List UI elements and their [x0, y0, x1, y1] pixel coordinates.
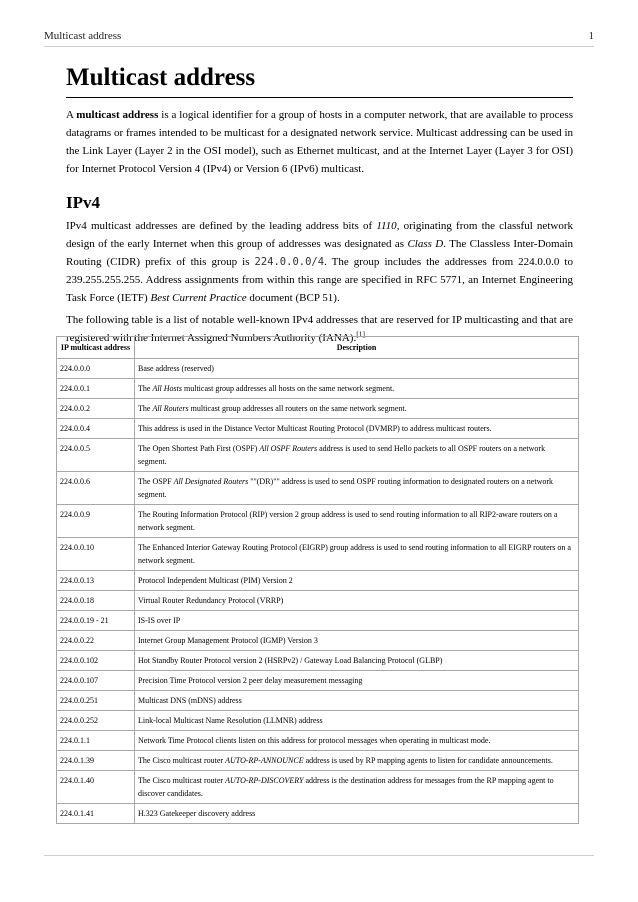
text-run: All OSPF Routers	[259, 444, 318, 453]
text-run: Protocol Independent Multicast (PIM) Version 2	[138, 576, 293, 585]
address-cell: 224.0.0.22	[57, 631, 135, 651]
text-run: ""(DR)"" address is used to send OSPF routing information to designated routers on a network segment.	[138, 477, 554, 499]
text-run: . The Classless Inter-Domain Routing (CIDR) prefix of this group is	[66, 238, 574, 268]
text-run: 1110	[376, 220, 397, 232]
table-row	[57, 671, 579, 691]
table-row	[57, 651, 579, 671]
page-title: Multicast address	[66, 62, 573, 98]
description-cell	[135, 439, 579, 472]
table-row	[57, 505, 579, 538]
table-row	[57, 419, 579, 439]
text-run: Virtual Router Redundancy Protocol (VRRP)	[138, 596, 284, 605]
text-run: The	[138, 404, 153, 413]
description-cell	[135, 571, 579, 591]
address-cell: 224.0.0.0	[57, 359, 135, 379]
text-run: IPv4 multicast addresses are defined by the leading address bits of	[66, 220, 377, 232]
text-run: address is the destination address for messages from the RP mapping agent to discover candidates.	[138, 776, 554, 798]
address-cell: 224.0.1.41	[57, 804, 135, 824]
address-cell: 224.0.0.13	[57, 571, 135, 591]
text-run: Hot Standby Router Protocol version 2 (HSRPv2) / Gateway Load Balancing Protocol (GLBP)	[138, 656, 443, 665]
address-cell: 224.0.0.252	[57, 711, 135, 731]
text-run: All Routers	[152, 404, 189, 413]
text-run: The Cisco multicast router	[138, 776, 226, 785]
text-run: The Cisco multicast router	[138, 756, 226, 765]
table-row	[57, 804, 579, 824]
address-cell: 224.0.0.107	[57, 671, 135, 691]
description-cell	[135, 671, 579, 691]
text-run: The Open Shortest Path First (OSPF)	[138, 444, 260, 453]
table-row	[57, 711, 579, 731]
table-body	[57, 359, 579, 824]
description-cell	[135, 711, 579, 731]
text-run: Network Time Protocol clients listen on this address for protocol messages when operating in multicast mode.	[138, 736, 491, 745]
text-run: multicast group addresses all hosts on the same network segment.	[182, 384, 395, 393]
text-run: H.323 Gatekeeper discovery address	[138, 809, 256, 818]
running-header-title: Multicast address	[44, 30, 122, 42]
address-cell: 224.0.1.1	[57, 731, 135, 751]
table-header-row	[57, 337, 579, 359]
text-run: All Designated Routers	[173, 477, 249, 486]
text-run: 224.0.0.0/4	[254, 256, 325, 268]
address-cell: 224.0.1.39	[57, 751, 135, 771]
table-row	[57, 751, 579, 771]
description-cell	[135, 611, 579, 631]
text-run: multicast group addresses all routers on the same network segment.	[188, 404, 407, 413]
table-row	[57, 611, 579, 631]
text-run: Multicast DNS (mDNS) address	[138, 696, 242, 705]
text-run: The Routing Information Protocol (RIP) version 2 group address is used to send routing information to all RIP2-aware routers on a network segment.	[138, 510, 558, 532]
address-cell: 224.0.0.9	[57, 505, 135, 538]
description-cell	[135, 731, 579, 751]
description-cell	[135, 751, 579, 771]
text-run: The following table is a list of notable well-known IPv4 addresses that are reserved for IP multicasting and that are registered with the Internet Assigned Numbers Authority (IANA).	[66, 314, 573, 344]
description-cell	[135, 359, 579, 379]
table-row	[57, 439, 579, 472]
description-cell	[135, 505, 579, 538]
ipv4-paragraph-1	[66, 217, 573, 307]
text-run: Base address (reserved)	[138, 364, 214, 373]
table-row	[57, 538, 579, 571]
description-cell	[135, 691, 579, 711]
text-run: Class D	[407, 238, 444, 250]
text-run: All Hosts	[152, 384, 182, 393]
text-run: . The group includes the addresses from 224.0.0.0 to 239.255.255.255. Address assignments from within this range are specified in RFC 5771, an Internet Engineering Task Force (IETF)	[66, 256, 573, 304]
description-cell	[135, 538, 579, 571]
page-number: 1	[588, 30, 594, 42]
citation-ref[interactable]: [1]	[356, 329, 365, 339]
text-run: AUTO-RP-ANNOUNCE	[225, 756, 304, 765]
text-run: The OSPF	[138, 477, 174, 486]
address-cell: 224.0.0.251	[57, 691, 135, 711]
address-cell: 224.0.0.5	[57, 439, 135, 472]
article-body	[66, 62, 573, 347]
description-cell	[135, 771, 579, 804]
text-run: IS-IS over IP	[138, 616, 181, 625]
address-cell: 224.0.0.19 - 21	[57, 611, 135, 631]
text-run: address is used by RP mapping agents to listen for candidate announcements.	[303, 756, 553, 765]
table-row	[57, 359, 579, 379]
address-cell: 224.0.0.18	[57, 591, 135, 611]
description-cell	[135, 419, 579, 439]
description-cell	[135, 399, 579, 419]
text-run: address is used to send Hello packets to all OSPF routers on a network segment.	[138, 444, 546, 466]
text-run: The	[138, 384, 153, 393]
address-cell: 224.0.1.40	[57, 771, 135, 804]
address-cell: 224.0.0.1	[57, 379, 135, 399]
text-run: Link-local Multicast Name Resolution (LLMNR) address	[138, 716, 323, 725]
table-row	[57, 399, 579, 419]
intro-paragraph	[66, 106, 573, 178]
address-cell: 224.0.0.10	[57, 538, 135, 571]
description-cell	[135, 631, 579, 651]
table-row	[57, 571, 579, 591]
table-row	[57, 631, 579, 651]
running-header	[44, 30, 594, 46]
address-cell: 224.0.0.6	[57, 472, 135, 505]
column-header-address: IP multicast address	[57, 337, 135, 359]
table-row	[57, 771, 579, 804]
section-heading-ipv4: IPv4	[66, 193, 100, 212]
table-row	[57, 379, 579, 399]
multicast-address-table	[56, 336, 579, 824]
description-cell	[135, 591, 579, 611]
table-row	[57, 731, 579, 751]
text-run: , originating from the classful network design of the early Internet when this group of addresses was designated as	[66, 220, 573, 250]
table-row	[57, 591, 579, 611]
text-run: Internet Group Management Protocol (IGMP) Version 3	[138, 636, 318, 645]
text-run: The Enhanced Interior Gateway Routing Protocol (EIGRP) group address is used to send routing information to all EIGRP routers on a network segment.	[138, 543, 571, 565]
text-run: document (BCP 51).	[246, 292, 340, 304]
column-header-description: Description	[135, 337, 579, 359]
footer-divider	[44, 855, 594, 856]
description-cell	[135, 472, 579, 505]
address-cell: 224.0.0.4	[57, 419, 135, 439]
address-cell: 224.0.0.102	[57, 651, 135, 671]
description-cell	[135, 379, 579, 399]
table-row	[57, 472, 579, 505]
text-run: AUTO-RP-DISCOVERY	[225, 776, 304, 785]
text-run: is a logical identifier for a group of hosts in a computer network, that are available to process datagrams or frames intended to be multicast for a designated network service. Multicast addressing can be used in the Link Layer (Layer 2 in the OSI model), such as Ethernet multicast, and at the Internet Layer (Layer 3 for OSI) for Internet Protocol Version 4 (IPv4) or Version 6 (IPv6) multicast.	[66, 109, 573, 175]
text-run: Best Current Practice	[150, 292, 247, 304]
text-run: multicast address	[76, 109, 159, 121]
text-run: Precision Time Protocol version 2 peer delay measurement messaging	[138, 676, 363, 685]
header-divider	[44, 46, 594, 47]
text-run: This address is used in the Distance Vector Multicast Routing Protocol (DVMRP) to address multicast routers.	[138, 424, 492, 433]
description-cell	[135, 651, 579, 671]
address-cell: 224.0.0.2	[57, 399, 135, 419]
description-cell	[135, 804, 579, 824]
table-row	[57, 691, 579, 711]
text-run: A	[66, 109, 77, 121]
